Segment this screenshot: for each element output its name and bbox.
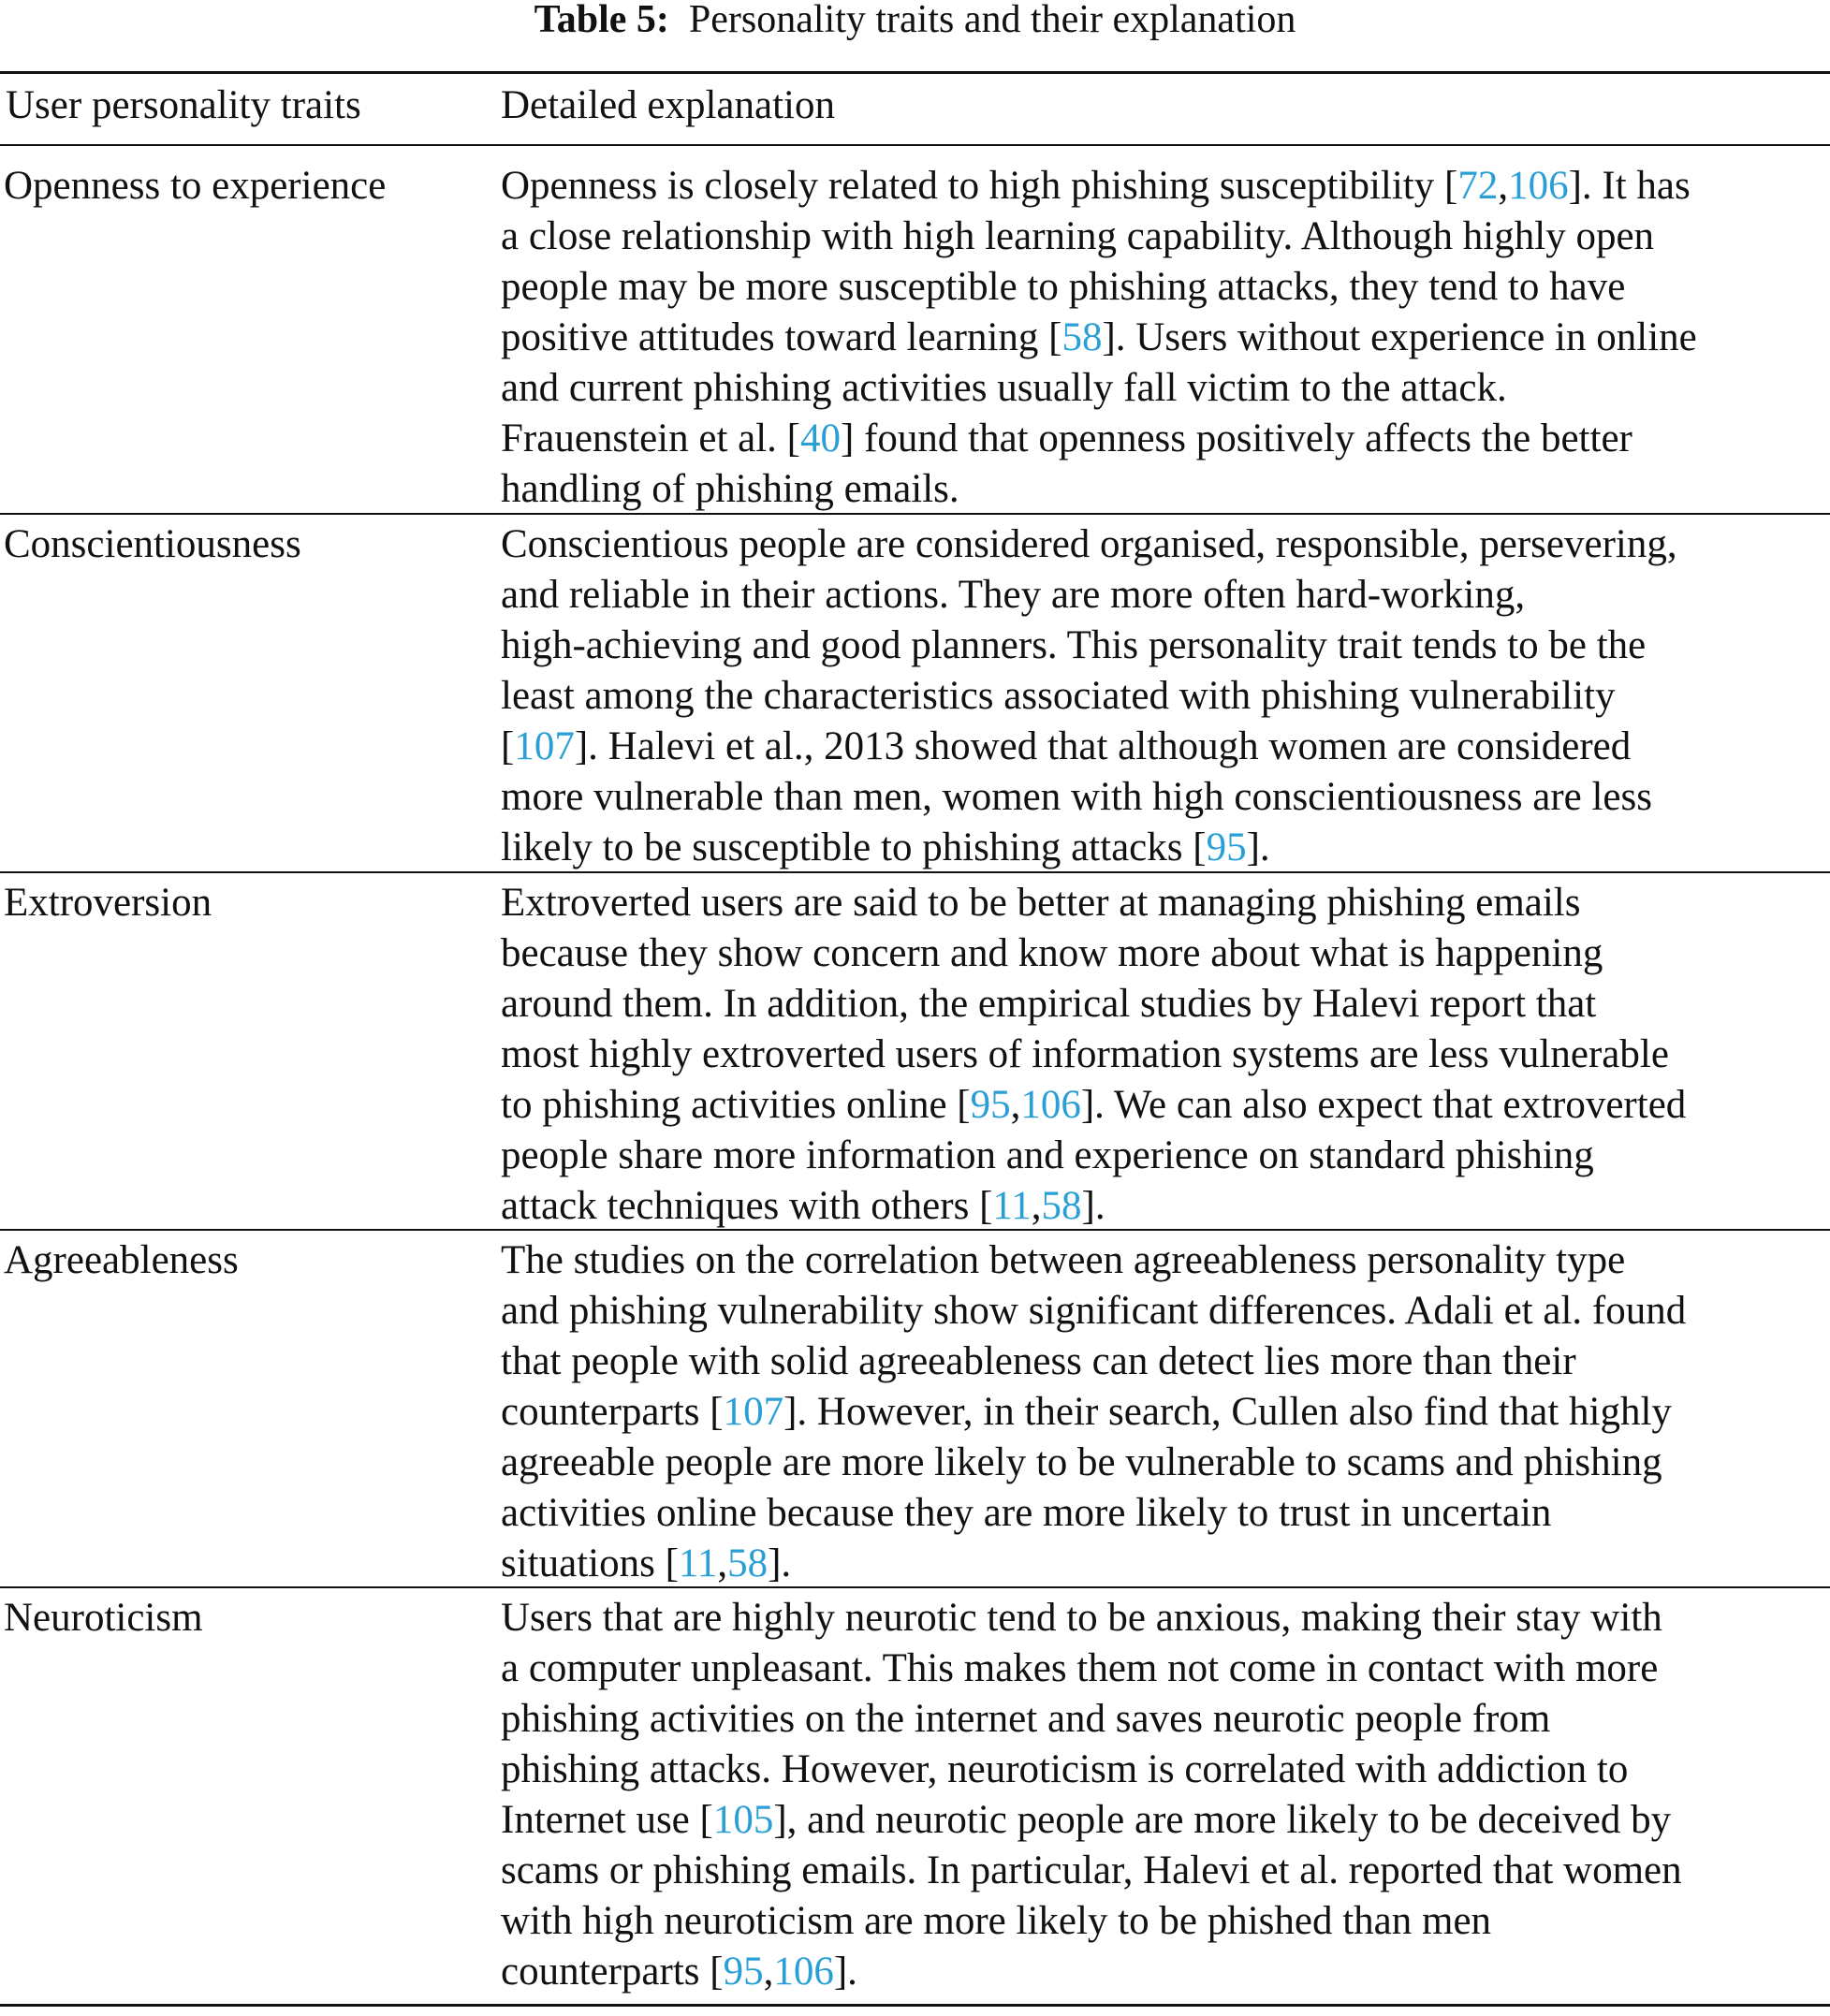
column-header-explanation: Detailed explanation <box>501 83 835 127</box>
explanation-cell <box>501 519 1828 873</box>
table-caption-label: Table 5: <box>534 0 669 41</box>
citation-link[interactable]: 106 <box>1020 1083 1081 1127</box>
row-rule <box>0 1586 1830 1588</box>
explanation-line: to phishing activities online [95,106]. We can also expect that extroverted <box>501 1083 1687 1127</box>
explanation-line: counterparts [95,106]. <box>501 1950 857 1994</box>
top-rule <box>0 71 1830 74</box>
explanation-cell <box>501 161 1828 515</box>
explanation-line: that people with solid agreeableness can detect lies more than their <box>501 1339 1576 1383</box>
citation-link[interactable]: 107 <box>723 1390 784 1434</box>
citation-link[interactable]: 11 <box>992 1184 1032 1228</box>
citation-link[interactable]: 40 <box>800 416 842 460</box>
explanation-line: agreeable people are more likely to be vulnerable to scams and phishing <box>501 1440 1662 1484</box>
explanation-line: phishing activities on the internet and saves neurotic people from <box>501 1697 1551 1741</box>
explanation-line: a computer unpleasant. This makes them not come in contact with more <box>501 1646 1659 1690</box>
explanation-line: around them. In addition, the empirical studies by Halevi report that <box>501 982 1597 1026</box>
explanation-line: likely to be susceptible to phishing attacks [95]. <box>501 825 1270 869</box>
explanation-line: Extroverted users are said to be better at managing phishing emails <box>501 881 1581 925</box>
explanation-line: and reliable in their actions. They are more often hard-working, <box>501 573 1526 617</box>
explanation-line: [107]. Halevi et al., 2013 showed that although women are considered <box>501 724 1632 768</box>
explanation-line: phishing attacks. However, neuroticism is correlated with addiction to <box>501 1747 1629 1791</box>
explanation-line: Conscientious people are considered organised, responsible, persevering, <box>501 522 1677 566</box>
trait-cell: Openness to experience <box>4 164 387 208</box>
row-rule <box>0 871 1830 873</box>
citation-link[interactable]: 11 <box>678 1541 718 1585</box>
trait-cell: Conscientiousness <box>4 522 301 566</box>
explanation-line: situations [11,58]. <box>501 1541 792 1585</box>
table-caption-title: Personality traits and their explanation <box>688 0 1296 41</box>
citation-link[interactable]: 58 <box>1041 1184 1082 1228</box>
explanation-line: high-achieving and good planners. This personality trait tends to be the <box>501 623 1647 667</box>
explanation-line: attack techniques with others [11,58]. <box>501 1184 1105 1228</box>
citation-link[interactable]: 95 <box>970 1083 1011 1127</box>
explanation-cell <box>501 1235 1828 1589</box>
explanation-line: because they show concern and know more about what is happening <box>501 931 1603 975</box>
citation-link[interactable]: 58 <box>727 1541 769 1585</box>
citation-link[interactable]: 72 <box>1457 164 1499 208</box>
explanation-line: Openness is closely related to high phishing susceptibility [72,106]. It has <box>501 164 1691 208</box>
column-header-trait: User personality traits <box>6 83 361 127</box>
explanation-line: people share more information and experience on standard phishing <box>501 1133 1594 1177</box>
explanation-line: Frauenstein et al. [40] found that openness positively affects the better <box>501 416 1632 460</box>
trait-cell: Agreeableness <box>4 1238 239 1282</box>
explanation-line: positive attitudes toward learning [58]. Users without experience in online <box>501 315 1697 359</box>
citation-link[interactable]: 58 <box>1061 315 1103 359</box>
explanation-line: scams or phishing emails. In particular, Halevi et al. reported that women <box>501 1848 1682 1892</box>
explanation-line: least among the characteristics associated with phishing vulnerability <box>501 674 1616 718</box>
explanation-line: Internet use [105], and neurotic people are more likely to be deceived by <box>501 1798 1672 1842</box>
explanation-line: Users that are highly neurotic tend to be anxious, making their stay with <box>501 1596 1662 1640</box>
row-rule <box>0 513 1830 515</box>
trait-cell: Extroversion <box>4 881 212 925</box>
explanation-cell <box>501 878 1828 1232</box>
header-rule <box>0 144 1830 146</box>
explanation-line: a close relationship with high learning capability. Although highly open <box>501 214 1655 258</box>
explanation-line: people may be more susceptible to phishing attacks, they tend to have <box>501 265 1626 309</box>
explanation-line: and phishing vulnerability show significant differences. Adali et al. found <box>501 1289 1687 1333</box>
explanation-line: more vulnerable than men, women with high conscientiousness are less <box>501 775 1652 819</box>
citation-link[interactable]: 106 <box>773 1950 834 1994</box>
citation-link[interactable]: 95 <box>1206 825 1247 869</box>
explanation-cell <box>501 1593 1828 1997</box>
citation-link[interactable]: 107 <box>514 724 575 768</box>
citation-link[interactable]: 105 <box>712 1798 774 1842</box>
explanation-line: and current phishing activities usually fall victim to the attack. <box>501 366 1507 410</box>
table-caption <box>0 0 1830 41</box>
row-rule <box>0 1229 1830 1231</box>
trait-cell: Neuroticism <box>4 1596 203 1640</box>
citation-link[interactable]: 106 <box>1508 164 1569 208</box>
explanation-line: with high neuroticism are more likely to be phished than men <box>501 1899 1492 1943</box>
explanation-line: counterparts [107]. However, in their search, Cullen also find that highly <box>501 1390 1672 1434</box>
explanation-line: The studies on the correlation between agreeableness personality type <box>501 1238 1626 1282</box>
explanation-line: most highly extroverted users of information systems are less vulnerable <box>501 1032 1669 1076</box>
explanation-line: handling of phishing emails. <box>501 467 959 511</box>
explanation-line: activities online because they are more likely to trust in uncertain <box>501 1491 1552 1535</box>
bottom-rule <box>0 2004 1830 2007</box>
citation-link[interactable]: 95 <box>723 1950 764 1994</box>
